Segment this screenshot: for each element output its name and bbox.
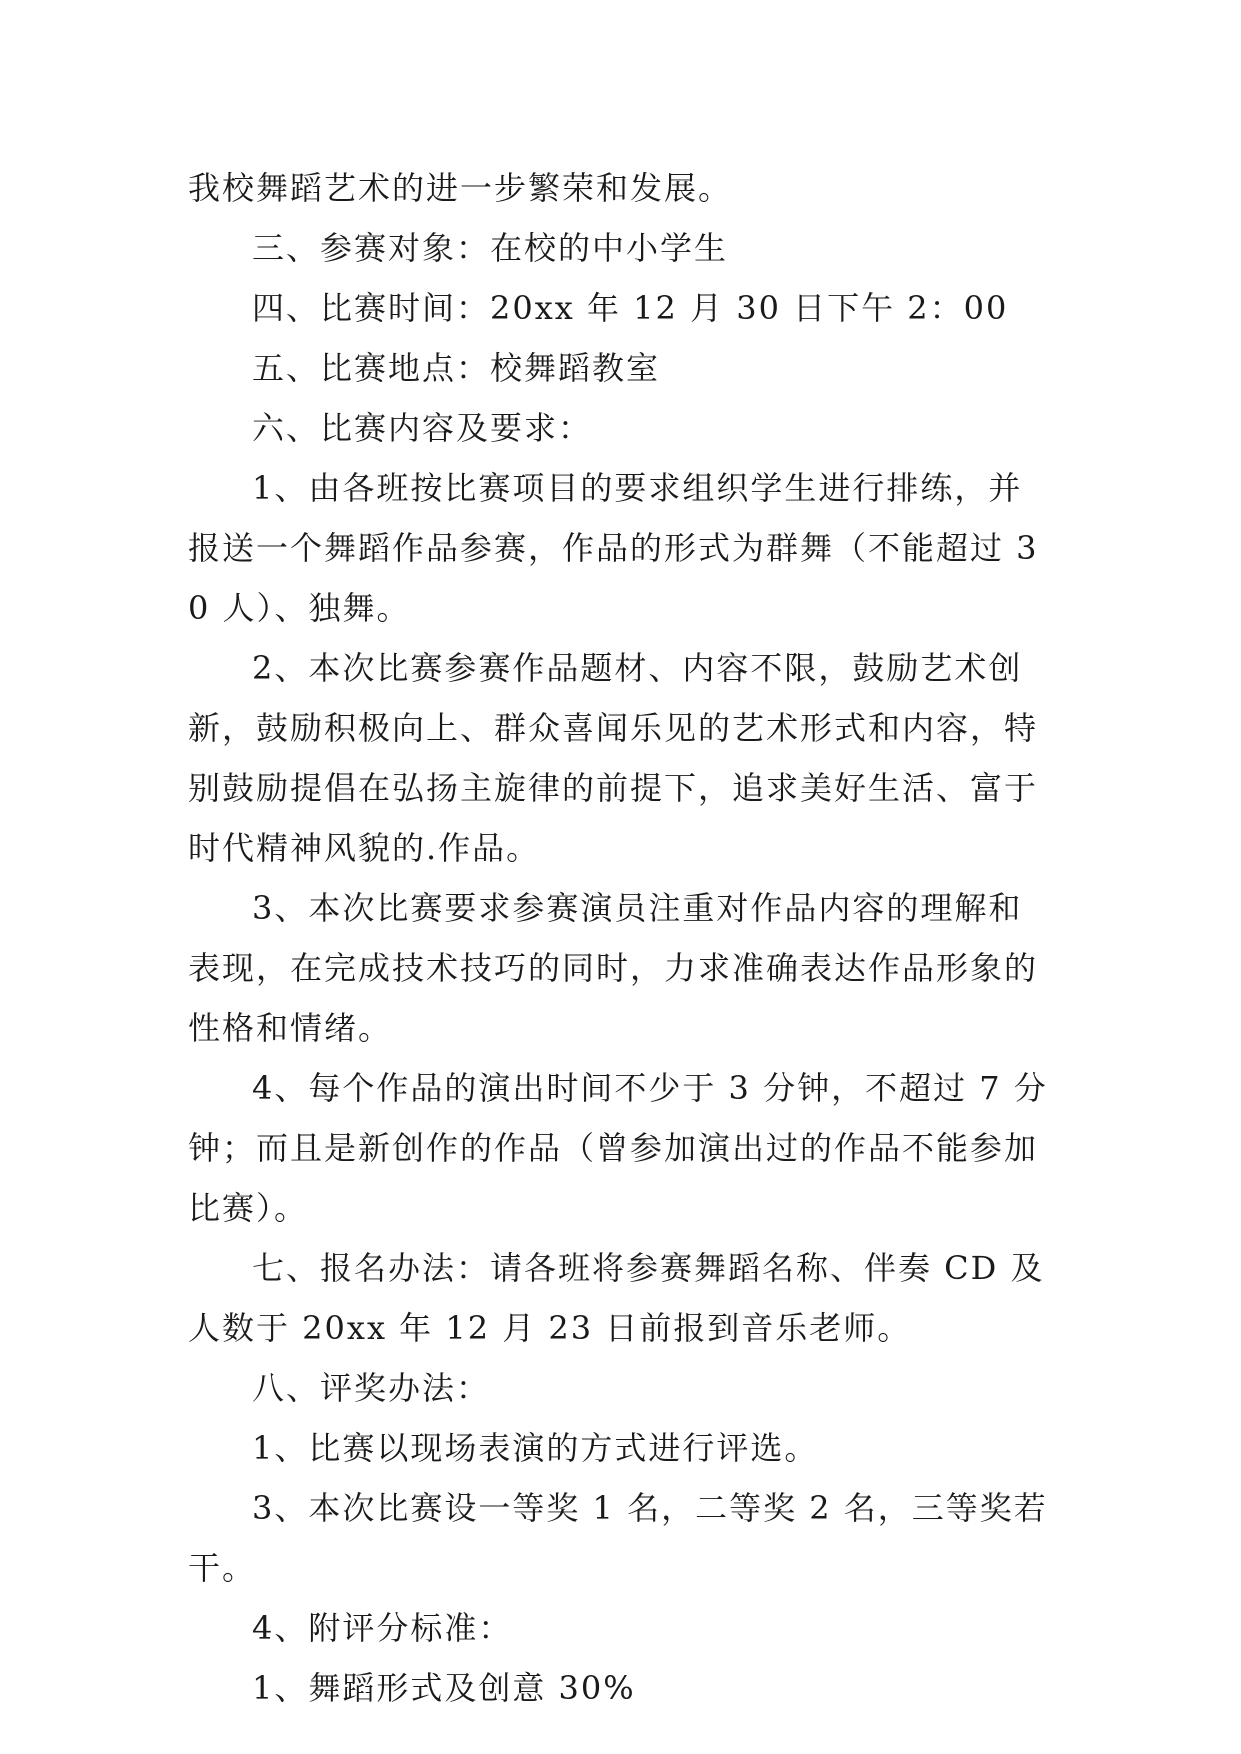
paragraph-registration: 七、报名办法：请各班将参赛舞蹈名称、伴奏 CD 及人数于 20xx 年 12 月 23 日前报到音乐老师。 [188,1249,1045,1347]
document-body [188,158,1056,1718]
paragraph-requirement-3: 3、本次比赛要求参赛演员注重对作品内容的理解和表现，在完成技术技巧的同时，力求准确表达作品形象的性格和情绪。 [188,889,1039,1047]
paragraph-time: 四、比赛时间：20xx 年 12 月 30 日下午 2：00 [252,289,1009,327]
paragraph-criteria-1: 1、舞蹈形式及创意 30% [252,1669,636,1707]
paragraph-award-4: 4、附评分标准： [252,1609,513,1647]
paragraph-requirement-2: 2、本次比赛参赛作品题材、内容不限，鼓励艺术创新，鼓励积极向上、群众喜闻乐见的艺术形式和内容，特别鼓励提倡在弘扬主旋律的前提下，追求美好生活、富于时代精神风貌的.作品。 [188,649,1039,867]
paragraph-venue: 五、比赛地点：校舞蹈教室 [252,349,661,387]
paragraph-requirement-1: 1、由各班按比赛项目的要求组织学生进行排练，并报送一个舞蹈作品参赛，作品的形式为群舞（不能超过 30 人）、独舞。 [188,469,1039,627]
paragraph-participants: 三、参赛对象：在校的中小学生 [252,229,729,267]
paragraph-continuation: 我校舞蹈艺术的进一步繁荣和发展。 [188,169,733,207]
paragraph-award-heading: 八、评奖办法： [252,1369,491,1407]
paragraph-content-heading: 六、比赛内容及要求： [252,409,593,447]
paragraph-award-3: 3、本次比赛设一等奖 1 名，二等奖 2 名，三等奖若干。 [188,1489,1048,1587]
paragraph-requirement-4: 4、每个作品的演出时间不少于 3 分钟，不超过 7 分钟；而且是新创作的作品（曾参加演出过的作品不能参加比赛）。 [188,1069,1048,1227]
paragraph-award-1: 1、比赛以现场表演的方式进行评选。 [252,1429,819,1467]
